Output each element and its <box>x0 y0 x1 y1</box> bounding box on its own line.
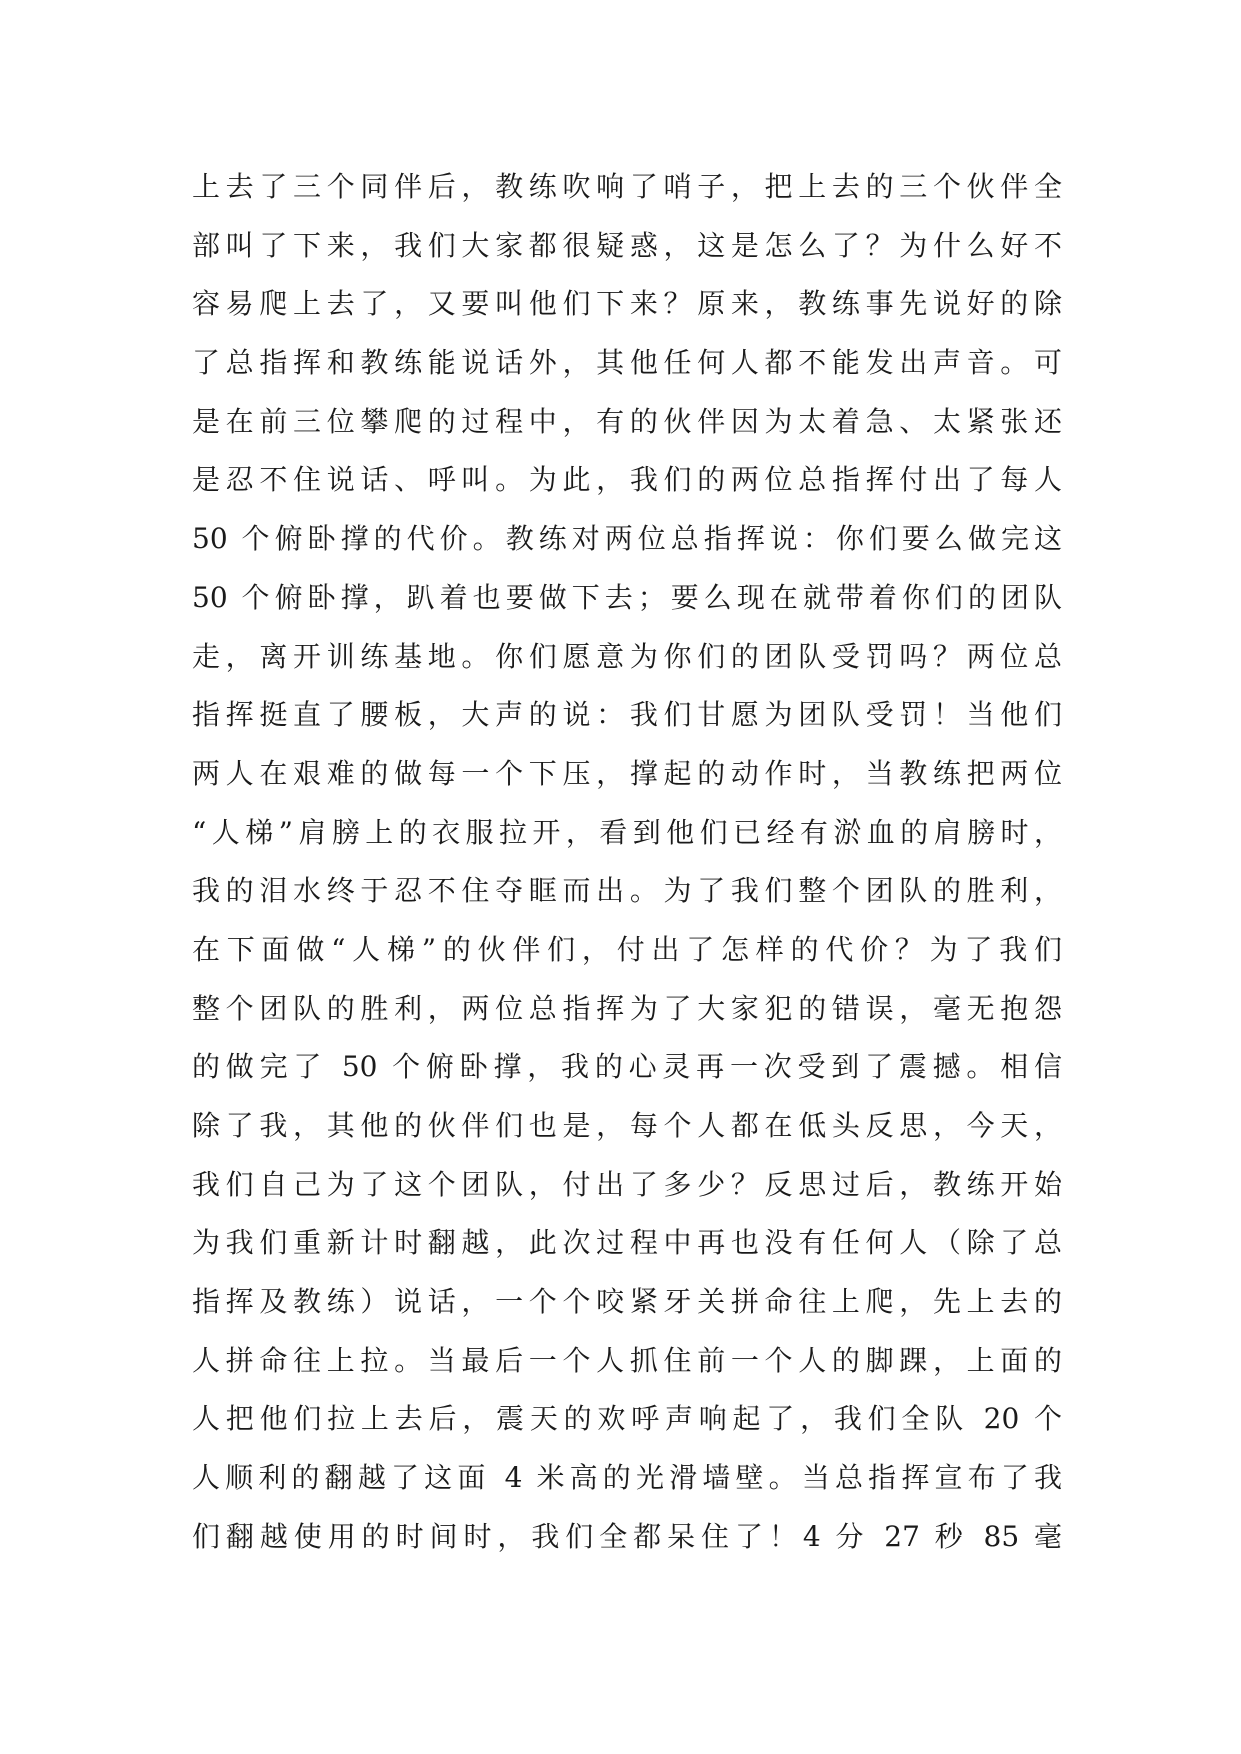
text-line: 人拼命往上拉。当最后一个人抓住前一个人的脚踝，上面的 <box>192 1343 1062 1377</box>
text-line: 们翻越使用的时间时，我们全都呆住了！4 分 27 秒 85 毫 <box>192 1519 1062 1553</box>
text-line: 人顺利的翻越了这面 4 米高的光滑墙壁。当总指挥宣布了我 <box>192 1461 1062 1495</box>
text-line: 的做完了 50 个俯卧撑，我的心灵再一次受到了震撼。相信 <box>192 1050 1062 1084</box>
text-line: 两人在艰难的做每一个下压，撑起的动作时，当教练把两位 <box>192 756 1062 790</box>
text-line: 上去了三个同伴后，教练吹响了哨子，把上去的三个伙伴全 <box>192 170 1062 203</box>
text-line: 整个团队的胜利，两位总指挥为了大家犯的错误，毫无抱怨 <box>192 991 1062 1025</box>
text-line: “人梯”肩膀上的衣服拉开，看到他们已经有淤血的肩膀时， <box>192 815 1062 849</box>
text-line: 了总指挥和教练能说话外，其他任何人都不能发出声音。可 <box>192 346 1062 380</box>
text-line: 指挥挺直了腰板，大声的说：我们甘愿为团队受罚！当他们 <box>192 698 1062 732</box>
text-line: 走，离开训练基地。你们愿意为你们的团队受罚吗？两位总 <box>192 639 1062 673</box>
text-line: 人把他们拉上去后，震天的欢呼声响起了，我们全队 20 个 <box>192 1402 1062 1436</box>
text-line: 指挥及教练）说话，一个个咬紧牙关拼命往上爬，先上去的 <box>192 1285 1062 1319</box>
text-line: 在下面做“人梯”的伙伴们，付出了怎样的代价？为了我们 <box>192 932 1062 966</box>
text-line: 容易爬上去了，又要叫他们下来？原来，教练事先说好的除 <box>192 287 1062 321</box>
text-line: 50 个俯卧撑的代价。教练对两位总指挥说：你们要么做完这 <box>192 522 1062 556</box>
body-text <box>192 158 1062 1567</box>
text-line: 为我们重新计时翻越，此次过程中再也没有任何人（除了总 <box>192 1226 1062 1260</box>
text-line: 是忍不住说话、呼叫。为此，我们的两位总指挥付出了每人 <box>192 463 1062 497</box>
text-line: 部叫了下来，我们大家都很疑惑，这是怎么了？为什么好不 <box>192 228 1062 262</box>
text-line: 是在前三位攀爬的过程中，有的伙伴因为太着急、太紧张还 <box>192 404 1062 438</box>
text-line: 我们自己为了这个团队，付出了多少？反思过后，教练开始 <box>192 1167 1062 1201</box>
text-line: 我的泪水终于忍不住夺眶而出。为了我们整个团队的胜利， <box>192 874 1062 908</box>
text-line: 除了我，其他的伙伴们也是，每个人都在低头反思，今天， <box>192 1109 1062 1142</box>
text-line: 50 个俯卧撑，趴着也要做下去；要么现在就带着你们的团队 <box>192 580 1062 614</box>
